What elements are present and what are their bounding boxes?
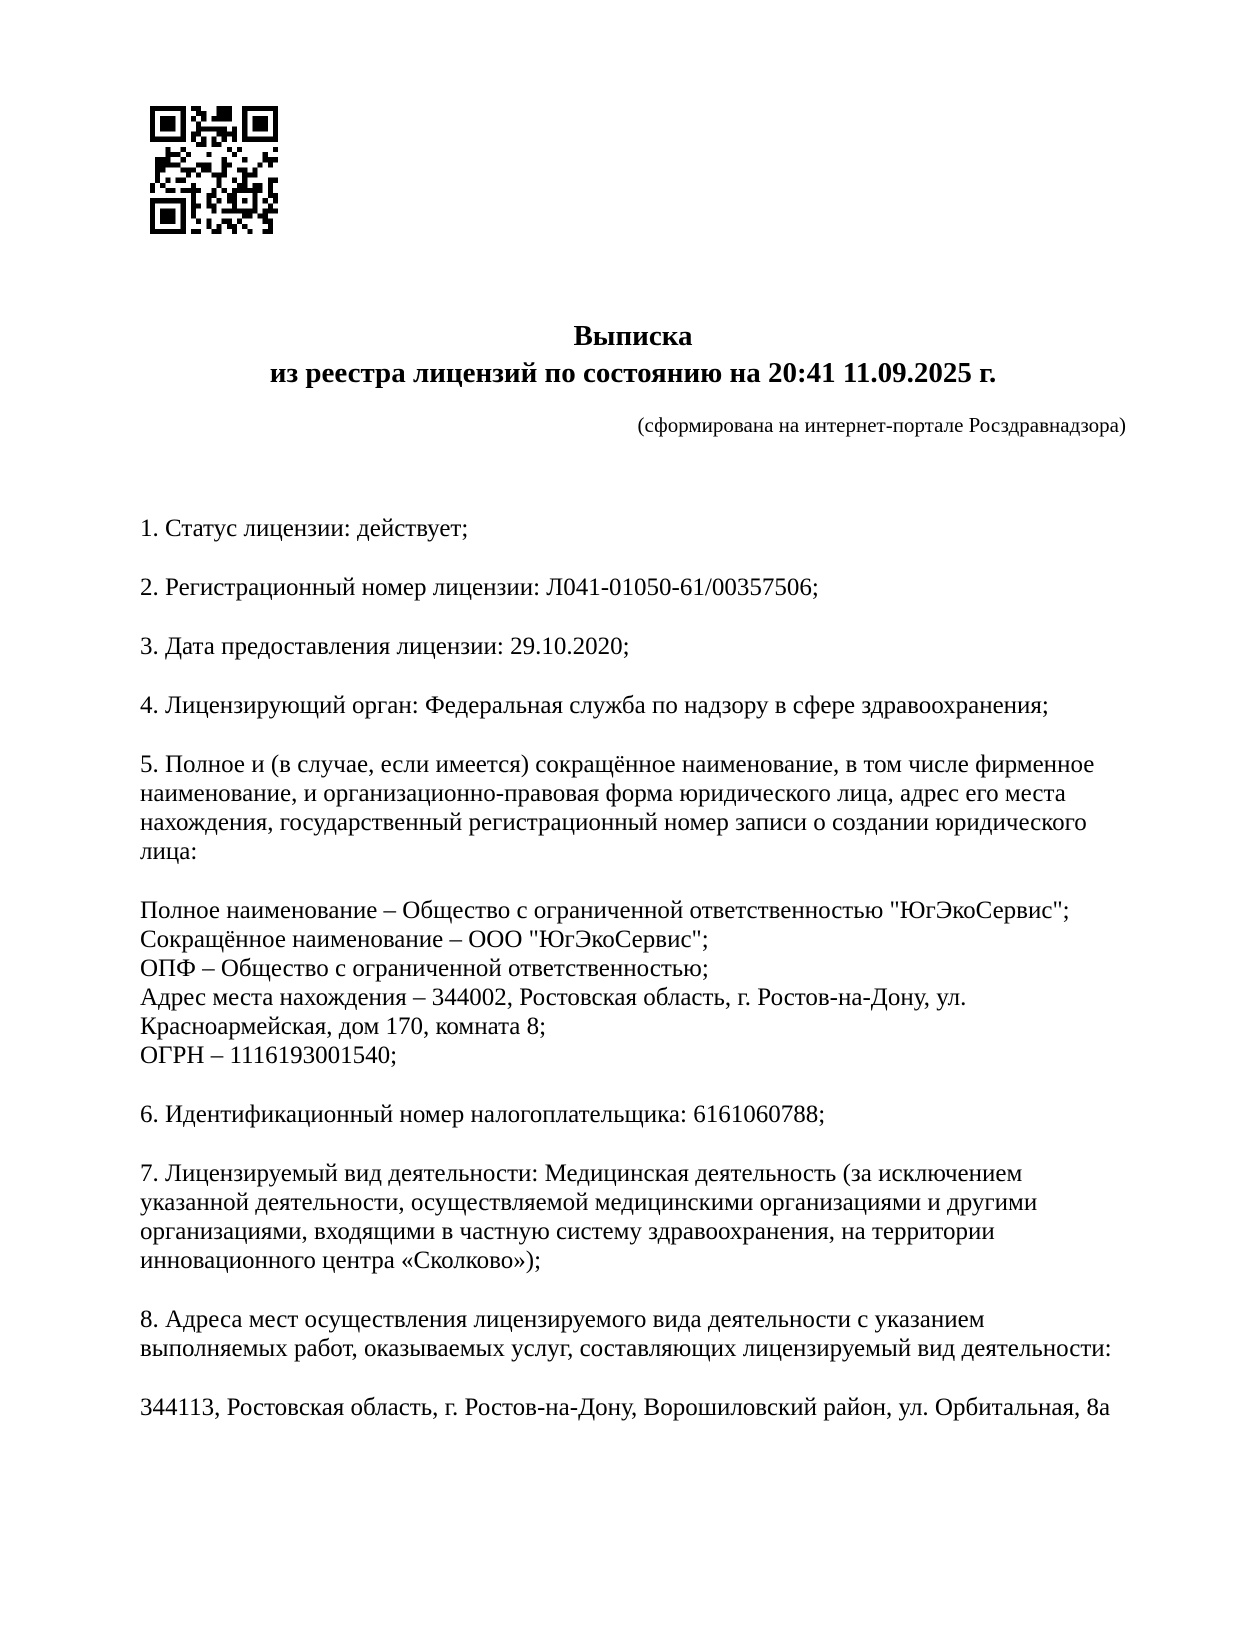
item-activity-addresses-heading: 8. Адреса мест осуществления лицензируемого вида деятельности с указанием выполняемых работ, оказываемых услуг, составляющих лицензируемый вид деятельности: <box>140 1306 1112 1362</box>
document-subtitle: (сформирована на интернет-портале Росздравнадзора) <box>637 413 1126 437</box>
item-licensed-activity: 7. Лицензируемый вид деятельности: Медицинская деятельность (за исключением указанной деятельности, осуществляемой медицинскими организациями и другими организациями, входящими в частную систему здравоохранения, на территории инновационного центра «Сколково»); <box>140 1160 1038 1274</box>
item-license-status: 1. Статус лицензии: действует; <box>140 515 469 542</box>
title-line-1: Выписка <box>573 320 693 352</box>
item-inn: 6. Идентификационный номер налогоплательщика: 6161060788; <box>140 1101 826 1128</box>
activity-address: 344113, Ростовская область, г. Ростов-на-Дону, Ворошиловский район, ул. Орбитальная, 8а <box>140 1394 1111 1421</box>
item-registration-number: 2. Регистрационный номер лицензии: Л041-01050-61/00357506; <box>140 574 819 601</box>
org-legal-form: ОПФ – Общество с ограниченной ответственностью; <box>140 955 709 982</box>
org-short-name: Сокращённое наименование – ООО "ЮгЭкоСервис"; <box>140 926 709 953</box>
item-org-info-heading: 5. Полное и (в случае, если имеется) сокращённое наименование, в том числе фирменное наименование, и организационно-правовая форма юридического лица, адрес его места нахождения, государственный регистрационный номер записи о создании юридического лица: <box>140 751 1095 865</box>
org-full-name: Полное наименование – Общество с ограниченной ответственностью "ЮгЭкоСервис"; <box>140 897 1070 924</box>
item-grant-date: 3. Дата предоставления лицензии: 29.10.2020; <box>140 633 630 660</box>
org-address: Адрес места нахождения – 344002, Ростовская область, г. Ростов-на-Дону, ул. Красноармейская, дом 170, комната 8; <box>140 984 967 1040</box>
org-details-block <box>140 896 1126 1070</box>
item-licensing-authority: 4. Лицензирующий орган: Федеральная служба по надзору в сфере здравоохранения; <box>140 692 1049 719</box>
document-body <box>140 514 1126 1422</box>
org-ogrn: ОГРН – 1116193001540; <box>140 1042 398 1069</box>
document-title <box>140 318 1126 392</box>
title-line-2: из реестра лицензий по состоянию на 20:41 11.09.2025 г. <box>269 357 997 389</box>
qr-code <box>150 106 278 234</box>
document-content <box>140 318 1126 1422</box>
